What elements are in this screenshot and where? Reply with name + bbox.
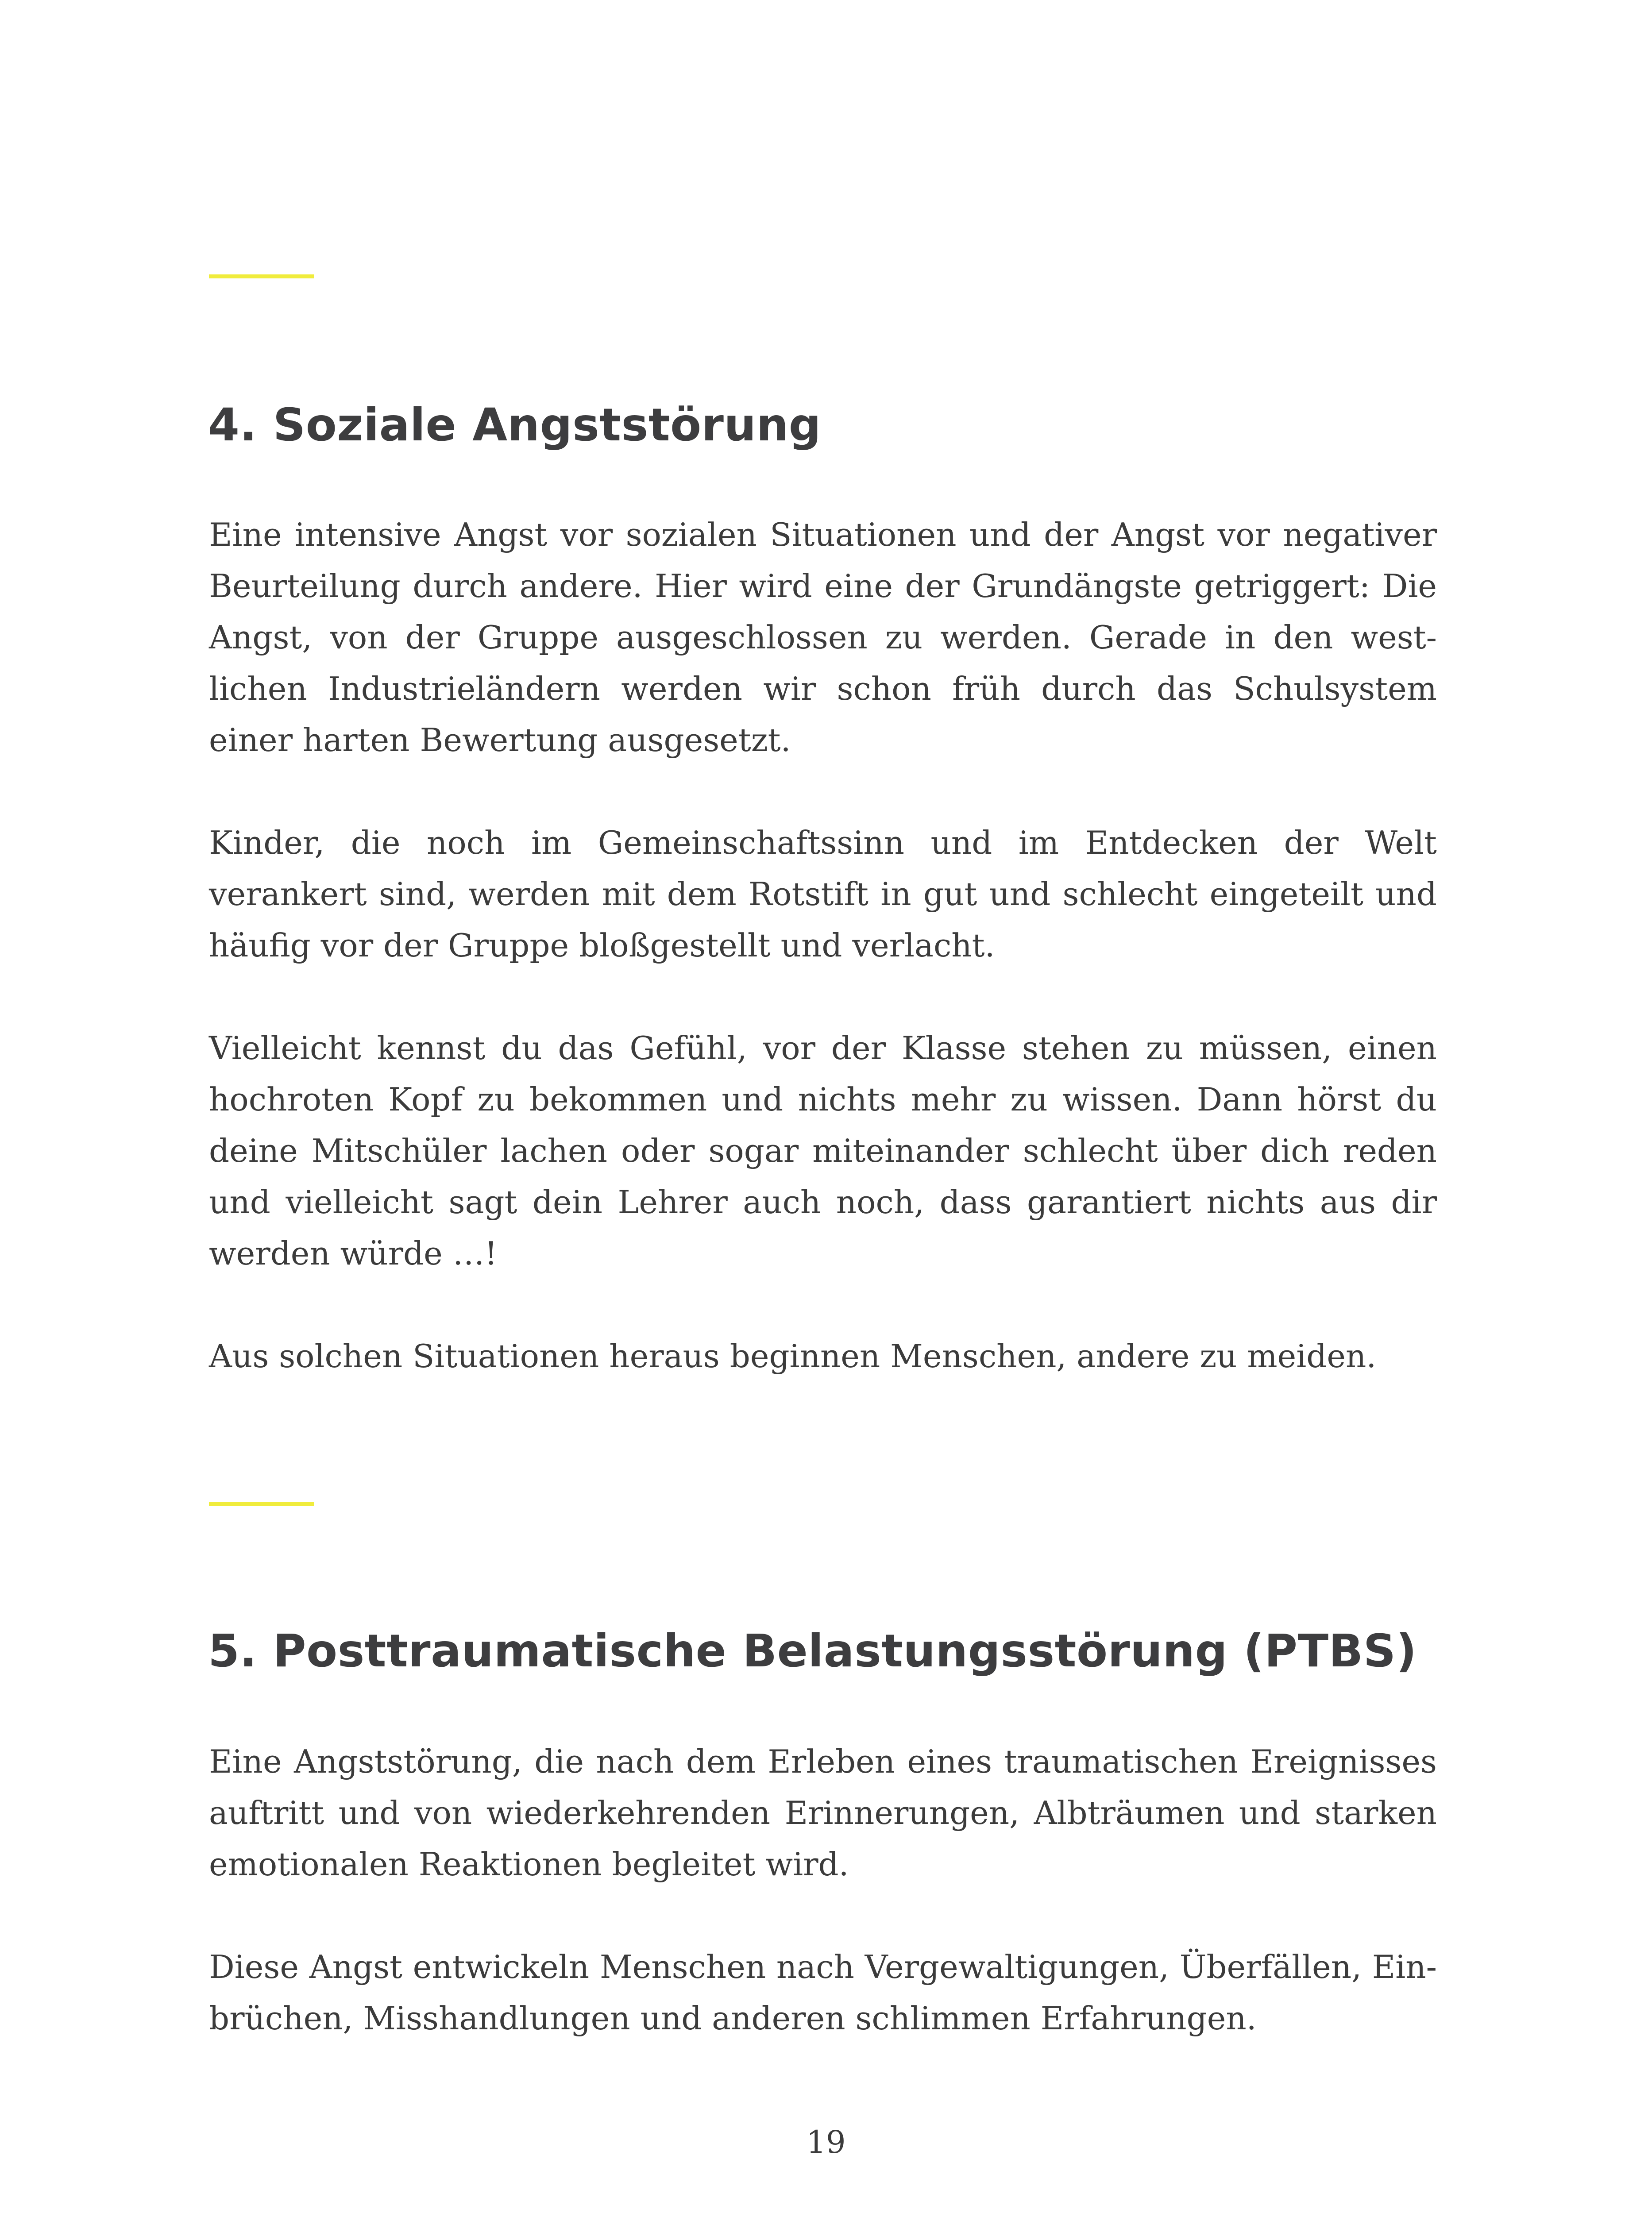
section-4-paragraph-4: Aus solchen Situationen heraus beginnen Menschen, andere zu meiden.: [209, 1338, 1377, 1375]
section-5-paragraph-1: Eine Angststörung, die nach dem Erleben eines traumatischen Ereignisses auftritt und von wiederkehrenden Erinnerungen, Albträumen und starken emotionalen Reaktionen begleitet wird.: [209, 1743, 1437, 1883]
page-number: 19: [806, 2124, 846, 2160]
section-5-body: [209, 1736, 1437, 2044]
section-5-heading: 5. Posttraumatische Belastungsstörung (PTBS): [208, 1625, 1417, 1677]
section-4-paragraph-3: Vielleicht kennst du das Gefühl, vor der Klasse stehen zu müssen, einen hochroten Kopf zu bekommen und nichts mehr zu wissen. Dann hörst du deine Mitschüler lachen oder sogar miteinander schlecht über dich reden und vielleicht sagt dein Lehrer auch noch, dass garantiert nichts aus dir werden würde …!: [209, 1029, 1437, 1272]
section-4-heading: 4. Soziale Angststörung: [208, 399, 822, 451]
section-4-paragraph-2: Kinder, die noch im Gemeinschaftssinn und im Entdecken der Welt verankert sind, werden mit dem Rotstift in gut und schlecht eingeteilt und häufig vor der Gruppe bloßgestellt und verlacht.: [209, 824, 1437, 964]
section-5-paragraph-2: Diese Angst entwickeln Menschen nach Vergewaltigungen, Überfällen, Einbrüchen, Misshandlungen und anderen schlimmen Erfahrungen.: [209, 1948, 1437, 2037]
section-5-accent-rule: [209, 1502, 314, 1506]
section-4-body: [209, 509, 1437, 1382]
section-4-accent-rule: [209, 274, 314, 278]
section-4-paragraph-1: Eine intensive Angst vor sozialen Situationen und der Angst vor negativer Beurteilung durch andere. Hier wird eine der Grundängste getriggert: Die Angst, von der Gruppe ausgeschlossen zu werden. Gerade in den westlichen Industrieländern werden wir schon früh durch das Schulsystem einer harten Bewertung ausgesetzt.: [209, 516, 1437, 759]
